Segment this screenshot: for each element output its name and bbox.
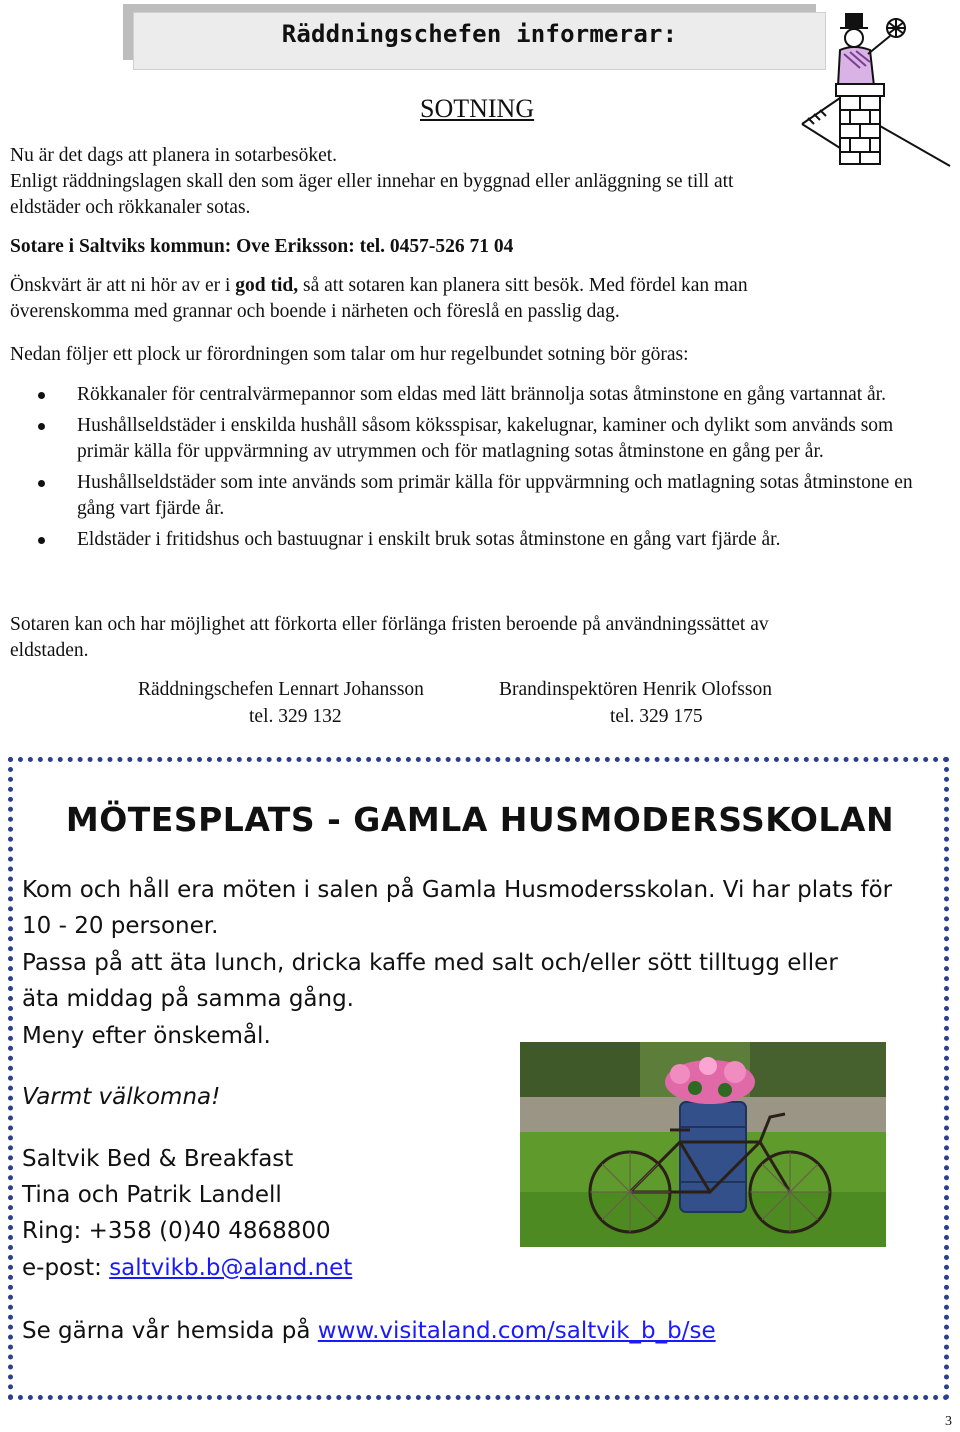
rules-list xyxy=(0,382,940,558)
sotare-contact: Sotare i Saltviks kommun: Ove Eriksson: tel. 0457-526 71 04 xyxy=(10,236,514,257)
homepage-link[interactable]: www.visitaland.com/saltvik_b_b/se xyxy=(317,1318,716,1344)
motesplats-line: Passa på att äta lunch, dricka kaffe med salt och/eller sött tilltugg eller xyxy=(22,950,838,976)
page-number: 3 xyxy=(945,1414,952,1429)
motesplats-line: Kom och håll era möten i salen på Gamla Husmodersskolan. Vi har plats för xyxy=(22,877,893,903)
email-link[interactable]: saltvikb.b@aland.net xyxy=(109,1255,353,1281)
intro-line: eldstäder och rökkanaler sotas. xyxy=(10,197,251,218)
signature-name: Räddningschefen Lennart Johansson xyxy=(138,679,424,700)
motesplats-line: äta middag på samma gång. xyxy=(22,986,354,1012)
list-item: Hushållseldstäder som inte används som primär källa för uppvärmning och matlagning sotas åtminstone en gång vart fjärde år. xyxy=(0,470,940,522)
signature-tel: tel. 329 132 xyxy=(249,706,342,727)
wish-text: så att sotaren kan planera sitt besök. Med fördel kan man xyxy=(298,275,748,296)
intro-line: Enligt räddningslagen skall den som äger eller innehar en byggnad eller anläggning se till att xyxy=(10,171,734,192)
contact-email xyxy=(22,1250,352,1286)
intro-line: Nu är det dags att planera in sotarbesöket. xyxy=(10,145,338,166)
contact-business: Saltvik Bed & Breakfast xyxy=(22,1146,294,1172)
wish-line2: överenskomma med grannar och boende i närheten och föreslå en passlig dag. xyxy=(10,301,620,322)
wish-paragraph xyxy=(10,273,748,299)
homepage-label: Se gärna vår hemsida på xyxy=(22,1318,318,1344)
contact-names: Tina och Patrik Landell xyxy=(22,1182,282,1208)
chimney-sweep-illustration xyxy=(800,6,958,172)
signature-tel: tel. 329 175 xyxy=(610,706,703,727)
wish-bold-text: god tid, xyxy=(235,275,299,296)
list-item: Eldstäder i fritidshus och bastuugnar i enskilt bruk sotas åtminstone en gång vart fjärde år. xyxy=(0,527,940,553)
closing-line: Sotaren kan och har möjlighet att förkorta eller förlänga fristen beroende på användningssättet av xyxy=(10,614,769,635)
bicycle-flowers-photo xyxy=(520,1042,886,1247)
motesplats-title: MÖTESPLATS - GAMLA HUSMODERSSKOLAN xyxy=(65,800,895,839)
list-item: Rökkanaler för centralvärmepannor som eldas med lätt brännolja sotas åtminstone en gång vartannat år. xyxy=(0,382,940,408)
regulation-intro: Nedan följer ett plock ur förordningen som talar om hur regelbundet sotning bör göras: xyxy=(10,344,689,365)
page-title: Räddningschefen informerar: xyxy=(281,20,678,48)
motesplats-line: Meny efter önskemål. xyxy=(22,1023,271,1049)
wish-text: Önskvärt är att ni hör av er i xyxy=(10,275,236,296)
email-label: e-post: xyxy=(22,1255,110,1281)
signature-name: Brandinspektören Henrik Olofsson xyxy=(499,679,772,700)
closing-line: eldstaden. xyxy=(10,640,89,661)
welcome-text: Varmt välkomna! xyxy=(22,1084,221,1110)
homepage-line xyxy=(22,1313,716,1349)
contact-phone: Ring: +358 (0)40 4868800 xyxy=(22,1218,331,1244)
section-title-sotning: SOTNING xyxy=(420,94,535,123)
motesplats-line: 10 - 20 personer. xyxy=(22,913,219,939)
list-item: Hushållseldstäder i enskilda hushåll såsom köksspisar, kakelugnar, kaminer och dylikt som används som primär källa för uppvärmning av utrymmen och för matlagning sotas åtminstone en gång per år. xyxy=(0,413,940,465)
